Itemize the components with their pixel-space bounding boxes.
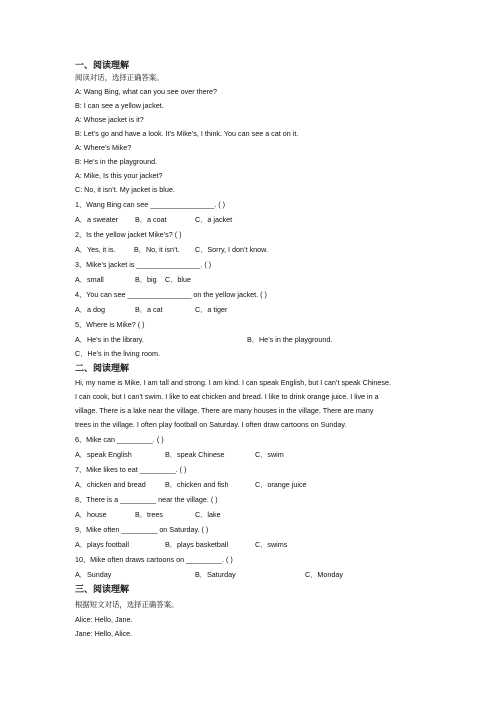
option-c[interactable]: C．Monday bbox=[305, 570, 343, 579]
section-3-heading: 三、阅读理解 bbox=[75, 585, 130, 595]
passage-line: C: No, it isn’t. My jacket is blue. bbox=[75, 185, 175, 194]
option-a[interactable]: A．speak English bbox=[75, 450, 132, 459]
option-c[interactable]: C．swim bbox=[255, 450, 284, 459]
option-a[interactable]: A．Sunday bbox=[75, 570, 112, 579]
option-a[interactable]: A．chicken and bread bbox=[75, 480, 146, 489]
passage-line: I can cook, but I can’t swim. I like to eat chicken and bread. I like to drink orange juice. I live in a bbox=[75, 392, 379, 401]
option-c[interactable]: C．orange juice bbox=[255, 480, 307, 489]
question-stem: 8、There is a _________ near the village. ( ) bbox=[75, 495, 218, 504]
section-3-instruction: 根据短文对话，选择正确答案。 bbox=[75, 600, 179, 609]
passage-line: Hi, my name is Mike. I am tall and strong. I am kind. I can speak English, but I can’t speak Chinese. bbox=[75, 378, 391, 387]
passage-line: A: Wang Bing, what can you see over there? bbox=[75, 87, 217, 96]
question-stem: 10、Mike often draws cartoons on _________. ( ) bbox=[75, 555, 233, 564]
section-1-heading: 一、阅读理解 bbox=[75, 61, 130, 71]
option-c[interactable]: C．blue bbox=[165, 275, 191, 284]
passage-line: Alice: Hello, Jane. bbox=[75, 615, 133, 624]
passage-line: A: Where’s Mike? bbox=[75, 143, 132, 152]
option-b[interactable]: B．chicken and fish bbox=[165, 480, 229, 489]
passage-line: B: I can see a yellow jacket. bbox=[75, 101, 164, 110]
passage-line: trees in the village. I often play football on Saturday. I often draw cartoons on Sunday. bbox=[75, 420, 347, 429]
section-2-heading: 二、阅读理解 bbox=[75, 364, 130, 374]
option-a[interactable]: A．Yes, it is. bbox=[75, 245, 116, 254]
option-c[interactable]: C．swims bbox=[255, 540, 288, 549]
passage-line: village. There is a lake near the village. There are many houses in the village. There are many bbox=[75, 406, 374, 415]
question-stem: 4、You can see ________________ on the yellow jacket. ( ) bbox=[75, 290, 267, 299]
passage-line: Jane: Hello, Alice. bbox=[75, 629, 133, 638]
question-stem: 6、Mike can _________. ( ) bbox=[75, 435, 164, 444]
section-1-instruction: 阅读对话，选择正确答案。 bbox=[75, 73, 164, 82]
question-stem: 5、Where is Mike? ( ) bbox=[75, 320, 145, 329]
option-a[interactable]: A．a sweater bbox=[75, 215, 119, 224]
option-b[interactable]: B．a cat bbox=[135, 305, 163, 314]
option-a[interactable]: A．plays football bbox=[75, 540, 129, 549]
option-a[interactable]: A．a dog bbox=[75, 305, 105, 314]
option-b[interactable]: B．Saturday bbox=[195, 570, 236, 579]
question-stem: 3、Mike’s jacket is ________________. ( ) bbox=[75, 260, 212, 269]
option-b[interactable]: B．trees bbox=[135, 510, 163, 519]
option-c[interactable]: C．a jacket bbox=[195, 215, 233, 224]
option-b[interactable]: B．He’s in the playground. bbox=[247, 335, 333, 344]
option-b[interactable]: B．big bbox=[135, 275, 157, 284]
passage-line: B: Let’s go and have a look. It’s Mike’s, I think. You can see a cat on it. bbox=[75, 129, 299, 138]
option-c[interactable]: C．lake bbox=[195, 510, 221, 519]
option-a[interactable]: A．house bbox=[75, 510, 107, 519]
question-stem: 2、Is the yellow jacket Mike’s? ( ) bbox=[75, 230, 182, 239]
passage-line: A: Mike, Is this your jacket? bbox=[75, 171, 163, 180]
option-b[interactable]: B．plays basketball bbox=[165, 540, 229, 549]
option-b[interactable]: B．a coat bbox=[135, 215, 167, 224]
option-b[interactable]: B．No, it isn’t. bbox=[134, 245, 180, 254]
option-c[interactable]: C．a tiger bbox=[195, 305, 228, 314]
option-c[interactable]: C．Sorry, I don’t know. bbox=[195, 245, 268, 254]
question-stem: 9、Mike often _________ on Saturday. ( ) bbox=[75, 525, 209, 534]
option-b[interactable]: B．speak Chinese bbox=[165, 450, 225, 459]
passage-line: B: He’s in the playground. bbox=[75, 157, 158, 166]
question-stem: 1、Wang Bing can see ________________. ( ) bbox=[75, 200, 225, 209]
option-c[interactable]: C．He’s in the living room. bbox=[75, 349, 160, 358]
question-stem: 7、Mike likes to eat _________. ( ) bbox=[75, 465, 187, 474]
option-a[interactable]: A．He’s in the library. bbox=[75, 335, 144, 344]
passage-line: A: Whose jacket is it? bbox=[75, 115, 144, 124]
option-a[interactable]: A．small bbox=[75, 275, 104, 284]
